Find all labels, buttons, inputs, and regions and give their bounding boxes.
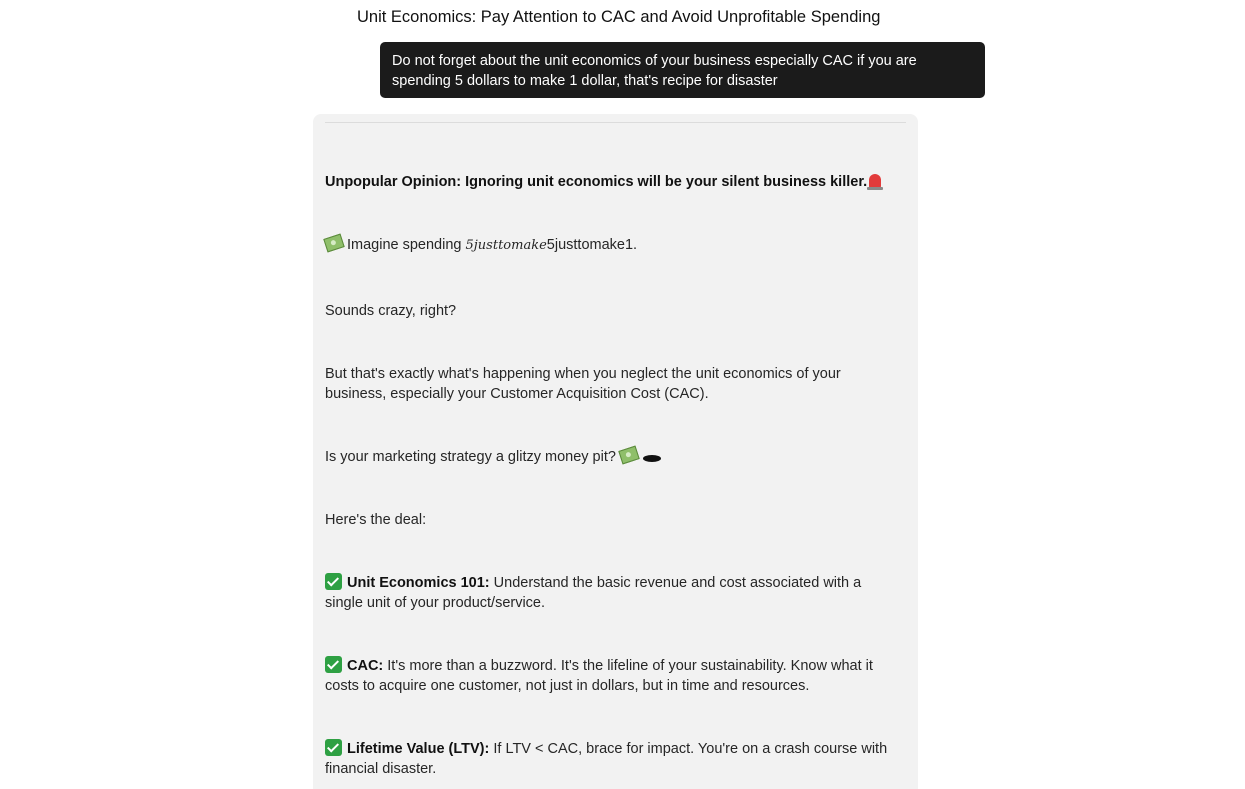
user-prompt-text: Do not forget about the unit economics of your business especially CAC if you are spending 5 dollars to make 1 dollar, that's recipe for disaster <box>392 53 917 89</box>
imagine-prefix: Imagine spending <box>347 237 466 253</box>
opinion-paragraph <box>325 172 900 192</box>
point-unit-economics <box>325 573 900 613</box>
deal-paragraph: Here's the deal: <box>325 512 427 528</box>
imagine-rest: 5justtomake1. <box>546 237 638 253</box>
imagine-paragraph <box>325 235 900 256</box>
user-prompt-bubble <box>380 42 985 98</box>
point-ltv <box>325 739 900 779</box>
money-with-wings-icon <box>323 234 344 253</box>
pit-paragraph <box>325 447 900 467</box>
check-mark-button-icon <box>325 573 342 590</box>
hole-icon <box>643 455 661 462</box>
point-text: It's more than a buzzword. It's the lifeline of your sustainability. Know what it costs to acquire one customer, not just in dollars, but in time and resources. <box>325 658 873 694</box>
pit-question: Is your marketing strategy a glitzy money pit? <box>325 449 616 465</box>
point-cac <box>325 656 900 696</box>
sounds-paragraph: Sounds crazy, right? <box>325 303 457 319</box>
check-mark-button-icon <box>325 739 342 756</box>
money-with-wings-icon <box>618 446 639 465</box>
check-mark-button-icon <box>325 656 342 673</box>
response-card <box>313 114 918 789</box>
but-paragraph: But that's exactly what's happening when you neglect the unit economics of your business, especially your Customer Acquisition Cost (CAC). <box>325 366 841 402</box>
police-light-icon <box>869 174 881 188</box>
opinion-text: Unpopular Opinion: Ignoring unit economics will be your silent business killer. <box>325 174 868 190</box>
imagine-math: 5justtomake <box>465 238 547 253</box>
point-label: Lifetime Value (LTV): <box>347 741 490 757</box>
point-label: Unit Economics 101: <box>347 575 490 591</box>
divider <box>325 122 906 123</box>
point-text: If LTV < CAC, brace for impact. You're on a crash course with financial disaster. <box>325 741 888 777</box>
page-title: Unit Economics: Pay Attention to CAC and Avoid Unprofitable Spending <box>357 8 881 26</box>
point-label: CAC: <box>347 658 384 674</box>
point-text: Understand the basic revenue and cost associated with a single unit of your product/service. <box>325 575 862 611</box>
